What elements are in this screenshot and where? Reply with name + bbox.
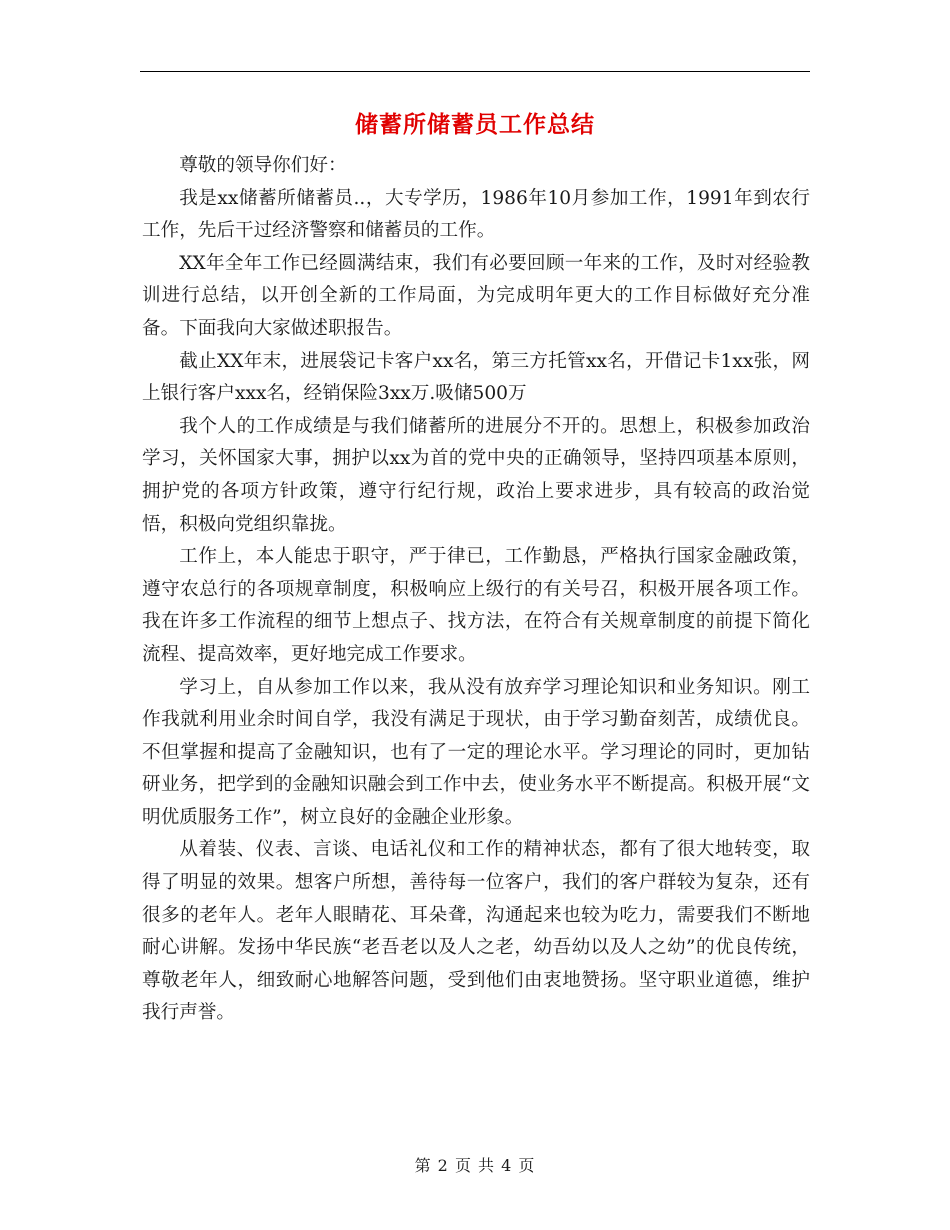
paragraph-results: 截止XX年末，进展袋记卡客户xx名，第三方托管xx名，开借记卡1xx张，网上银行客户xxx名，经销保险3xx万.吸储500万 <box>142 350 810 405</box>
paragraph-overview: XX年全年工作已经圆满结束，我们有必要回顾一年来的工作，及时对经验教训进行总结，以开创全新的工作局面，为完成明年更大的工作目标做好充分准备。下面我向大家做述职报告。 <box>142 252 810 339</box>
paragraph-ideology: 我个人的工作成绩是与我们储蓄所的进展分不开的。思想上，积极参加政治学习，关怀国家大事，拥护以xx为首的党中央的正确领导，坚持四项基本原则，拥护党的各项方针政策，遵守行纪行规，政治上要求进步，具有较高的政治觉悟，积极向党组织靠拢。 <box>142 415 810 535</box>
page-footer: 第 2 页 共 4 页 <box>414 1156 536 1175</box>
paragraph-work: 工作上，本人能忠于职守，严于律已，工作勤恳，严格执行国家金融政策，遵守农总行的各项规章制度，积极响应上级行的有关号召，积极开展各项工作。我在许多工作流程的细节上想点子、找方法，在符合有关规章制度的前提下简化流程、提高效率，更好地完成工作要求。 <box>142 546 810 665</box>
paragraph-service: 从着装、仪表、言谈、电话礼仪和工作的精神状态，都有了很大地转变，取得了明显的效果。想客户所想，善待每一位客户，我们的客户群较为复杂，还有很多的老年人。老年人眼睛花、耳朵聋，沟通起来也较为吃力，需要我们不断地耐心讲解。发扬中华民族“老吾老以及人之老，幼吾幼以及人之幼”的优良传统，尊敬老年人，细致耐心地解答问题，受到他们由衷地赞扬。坚守职业道德，维护我行声誉。 <box>142 839 810 1024</box>
paragraph-study: 学习上，自从参加工作以来，我从没有放弃学习理论知识和业务知识。刚工作我就利用业余时间自学，我没有满足于现状，由于学习勤奋刻苦，成绩优良。不但掌握和提高了金融知识，也有了一定的理论水平。学习理论的同时，更加钻研业务，把学到的金融知识融会到工作中去，使业务水平不断提高。积极开展“文明优质服务工作”，树立良好的金融企业形象。 <box>142 676 810 828</box>
document-title: 储蓄所储蓄员工作总结 <box>355 111 595 138</box>
document-body <box>142 150 810 1030</box>
paragraph-greeting: 尊敬的领导你们好： <box>179 155 347 176</box>
header-rule <box>140 71 810 72</box>
paragraph-intro: 我是xx储蓄所储蓄员..，大专学历，1986年10月参加工作，1991年到农行工作，先后干过经济警察和储蓄员的工作。 <box>142 187 810 242</box>
